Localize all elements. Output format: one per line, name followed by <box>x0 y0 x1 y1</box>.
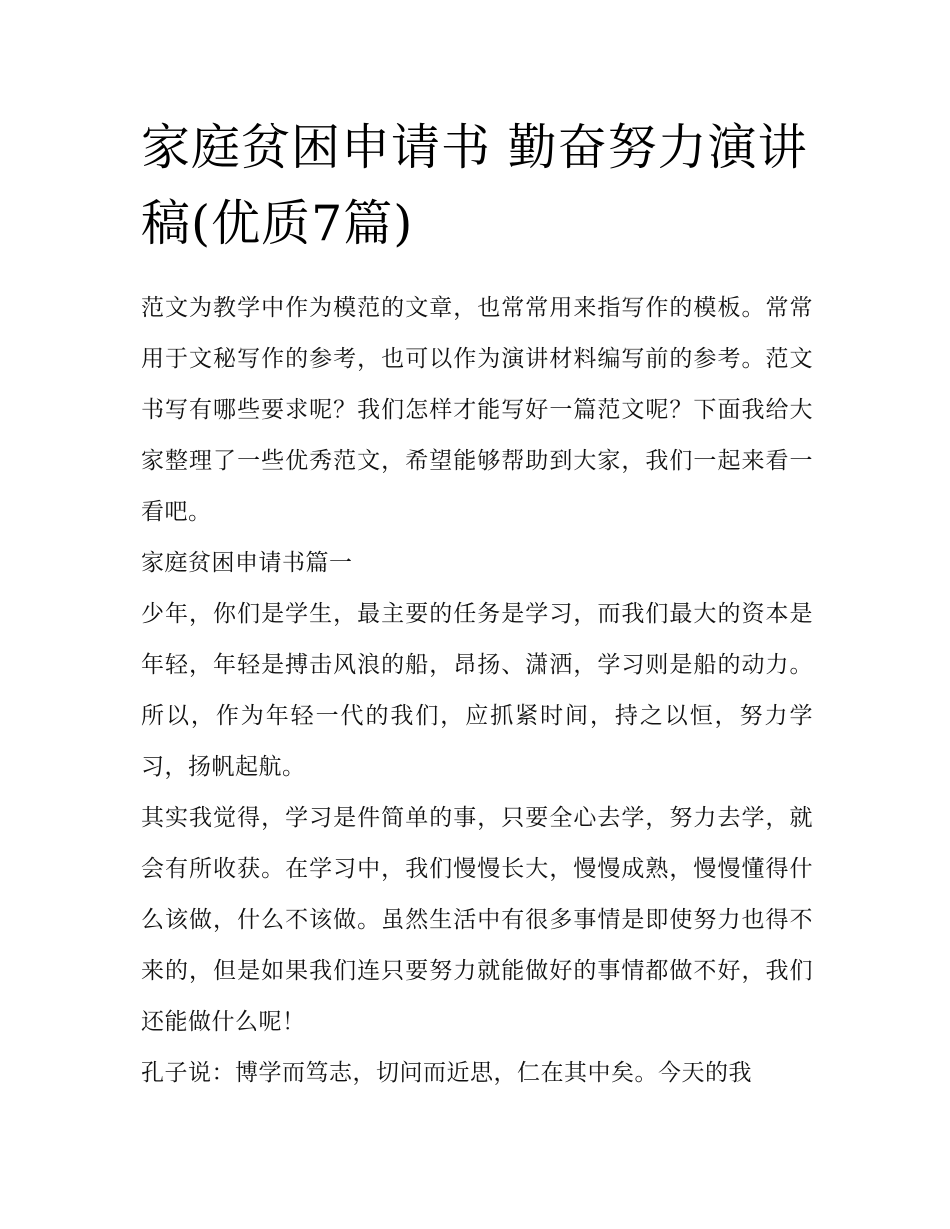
intro-paragraph: 范文为教学中作为模范的文章，也常常用来指写作的模板。常常用于文秘写作的参考，也可以作为演讲材料编写前的参考。范文书写有哪些要求呢？我们怎样才能写好一篇范文呢？下面我给大家整理了一些优秀范文，希望能够帮助到大家，我们一起来看一看吧。 <box>141 295 813 525</box>
section-heading: 家庭贫困申请书篇一 <box>141 550 353 576</box>
document-body <box>141 283 813 1099</box>
document-page <box>141 110 813 1099</box>
document-title: 家庭贫困申请书 勤奋努力演讲稿(优质7篇) <box>141 119 808 252</box>
body-paragraph: 少年，你们是学生，最主要的任务是学习，而我们最大的资本是年轻，年轻是搏击风浪的船，昂扬、潇洒，学习则是船的动力。所以，作为年轻一代的我们，应抓紧时间，持之以恒，努力学习，扬帆起航。 <box>141 601 813 780</box>
body-paragraph: 其实我觉得，学习是件简单的事，只要全心去学，努力去学，就会有所收获。在学习中，我们慢慢长大，慢慢成熟，慢慢懂得什么该做，什么不该做。虽然生活中有很多事情是即使努力也得不来的，但是如果我们连只要努力就能做好的事情都做不好，我们还能做什么呢！ <box>141 805 813 1035</box>
body-paragraph: 孔子说：博学而笃志，切问而近思，仁在其中矣。今天的我 <box>141 1060 752 1086</box>
